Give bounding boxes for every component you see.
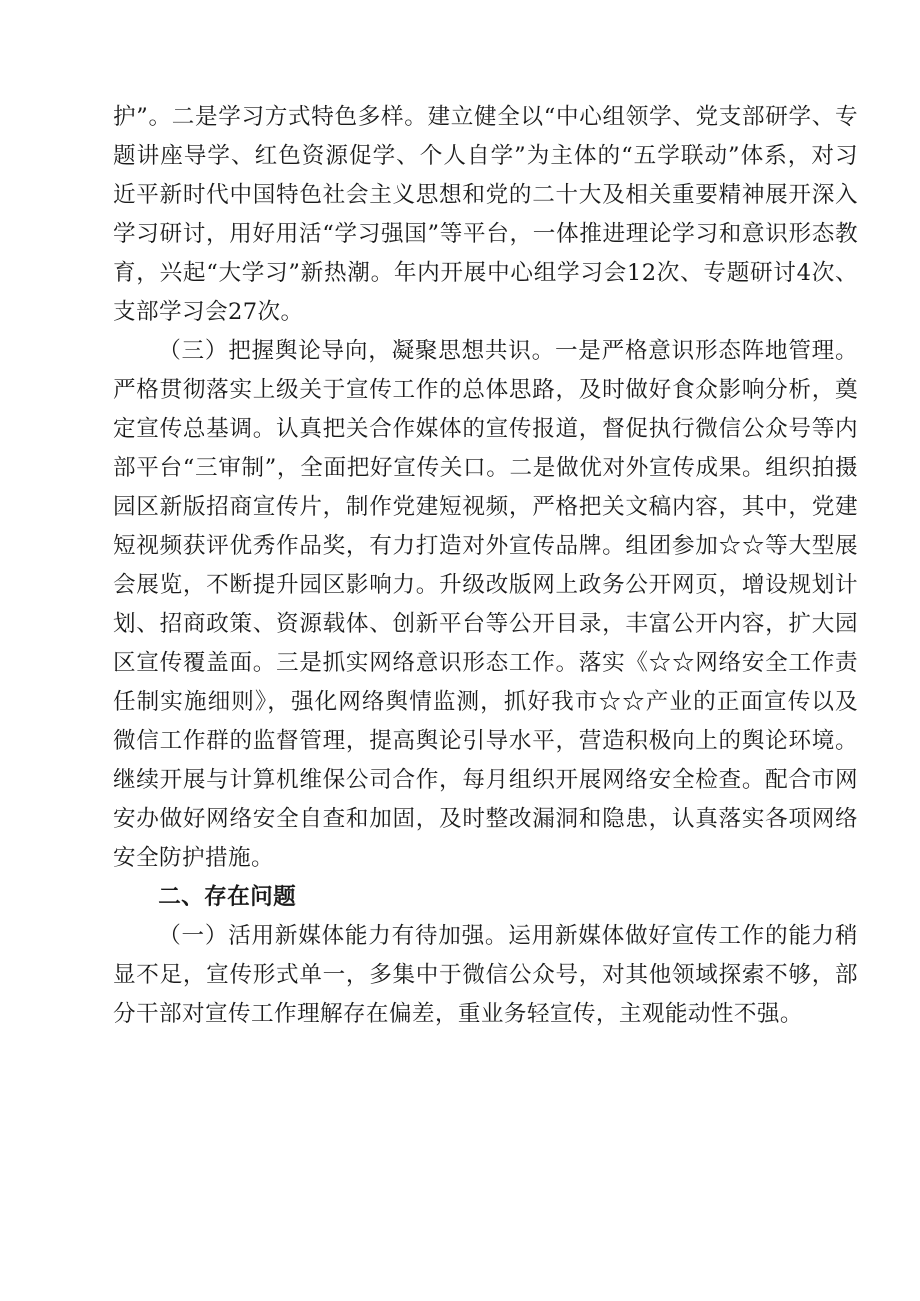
paragraph-new-media-capability: （一）活用新媒体能力有待加强。运用新媒体做好宣传工作的能力稍显不足，宣传形式单一，多集中于微信公众号，对其他领域探索不够，部分干部对宣传工作理解存在偏差，重业务轻宣传，主观能动性不强。 [113, 923, 858, 1027]
paragraph-study-methods: 护”。二是学习方式特色多样。建立健全以“中心组领学、党支部研学、专题讲座导学、红色资源促学、个人自学”为主体的“五学联动”体系，对习近平新时代中国特色社会主义思想和党的二十大及相关重要精神展开深入学习研讨，用好用活“学习强国”等平台，一体推进理论学习和意识形态教育，兴起“大学习”新热潮。年内开展中心组学习会12次、专题研讨4次、支部学习会27次。 [113, 104, 858, 325]
paragraph-public-opinion: （三）把握舆论导向，凝聚思想共识。一是严格意识形态阵地管理。严格贯彻落实上级关于宣传工作的总体思路，及时做好食众影响分析，奠定宣传总基调。认真把关合作媒体的宣传报道，督促执行微信公众号等内部平台“三审制”，全面把好宣传关口。二是做优对外宣传成果。组织拍摄园区新版招商宣传片，制作党建短视频，严格把关文稿内容，其中，党建短视频获评优秀作品奖，有力打造对外宣传品牌。组团参加☆☆等大型展会展览，不断提升园区影响力。升级改版网上政务公开网页，增设规划计划、招商政策、资源载体、创新平台等公开目录，丰富公开内容，扩大园区宣传覆盖面。三是抓实网络意识形态工作。落实《☆☆网络安全工作责任制实施细则》，强化网络舆情监测，抓好我市☆☆产业的正面宣传以及微信工作群的监督管理，提高舆论引导水平，营造积极向上的舆论环境。继续开展与计算机维保公司合作，每月组织开展网络安全检查。配合市网安办做好网络安全自查和加固，及时整改漏洞和隐患，认真落实各项网络安全防护措施。 [113, 338, 858, 871]
section-heading-existing-problems: 二、存在问题 [158, 884, 297, 910]
document-body [113, 98, 858, 1034]
